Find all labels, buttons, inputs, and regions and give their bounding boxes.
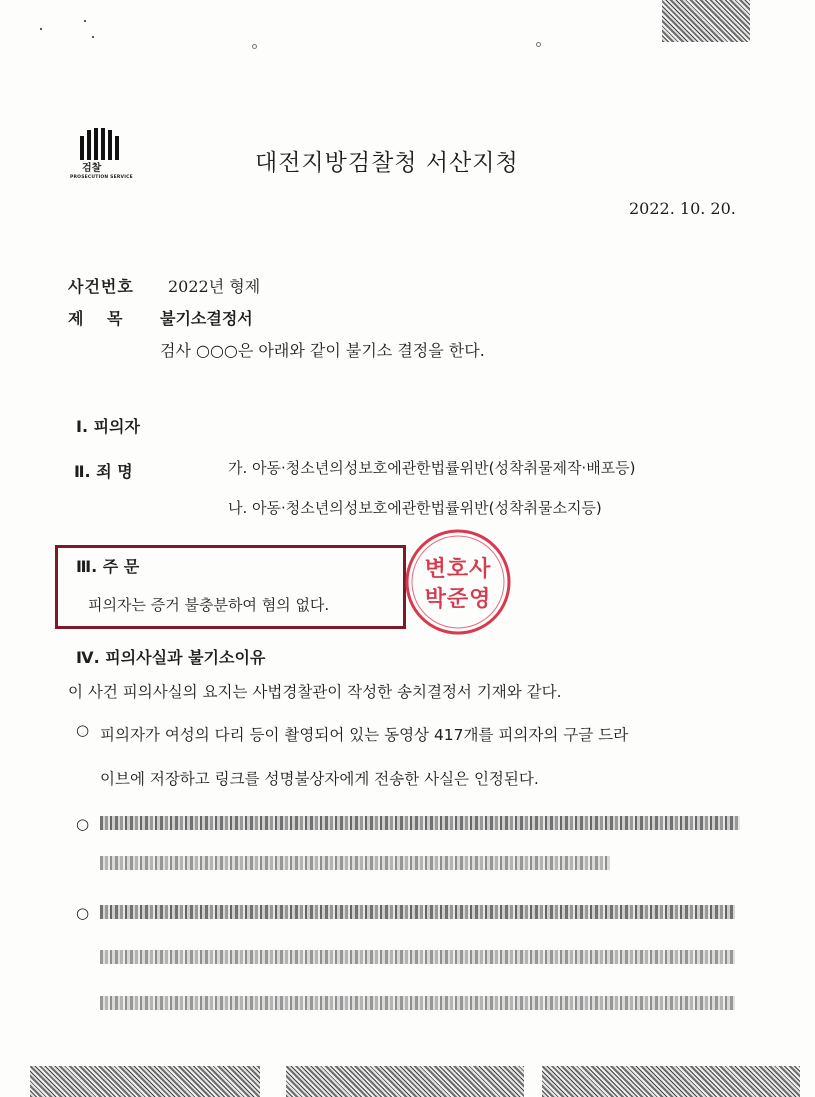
section-verdict-title: Ⅲ. 주 문 (76, 557, 140, 576)
redacted-line (100, 816, 740, 830)
redacted-line (100, 996, 735, 1010)
case-number-label: 사건번호 (68, 277, 134, 296)
charge-a: 가. 아동·청소년의성보호에관한법률위반(성착취물제작·배포등) (228, 459, 636, 477)
intro-statement: 검사 ○○○은 아래와 같이 불기소 결정을 한다. (160, 341, 485, 360)
scan-dot (252, 44, 257, 49)
section-suspect-title: Ⅰ. 피의자 (76, 417, 140, 436)
redaction-noise-bottom (286, 1066, 524, 1097)
logo-subtitle: PROSECUTION SERVICE (70, 175, 133, 180)
redaction-noise-bottom (30, 1066, 260, 1097)
bullet-3: ○ (76, 904, 90, 922)
redaction-noise-bottom (542, 1066, 800, 1097)
prosecution-logo (70, 128, 138, 194)
bullet-1: ○ (76, 721, 90, 739)
svg-text:변호사: 변호사 (424, 556, 492, 582)
redacted-line (100, 856, 610, 870)
lawyer-seal-icon (402, 526, 514, 638)
reason-paragraph-1: 이 사건 피의사실의 요지는 사법경찰관이 작성한 송치결정서 기재와 같다. (68, 683, 562, 701)
redaction-noise-top (662, 0, 750, 42)
scan-speck (84, 20, 86, 22)
verdict-text: 피의자는 증거 불충분하여 혐의 없다. (88, 596, 330, 614)
logo-bars-icon (80, 128, 138, 160)
agency-title: 대전지방검찰청 서산지청 (255, 150, 519, 176)
section-reasons-title: Ⅳ. 피의사실과 불기소이유 (76, 648, 266, 667)
scan-speck (92, 36, 94, 38)
reason-paragraph-2-line-1: 피의자가 여성의 다리 등이 촬영되어 있는 동영상 417개를 피의자의 구글 드라 (100, 726, 629, 744)
svg-text:박준영: 박준영 (424, 586, 492, 612)
scan-dot (536, 42, 541, 47)
bullet-2: ○ (76, 815, 90, 833)
reason-paragraph-2-line-2: 이브에 저장하고 링크를 성명불상자에게 전송한 사실은 인정된다. (100, 770, 539, 788)
case-number-value: 2022년 형제 (168, 277, 261, 296)
document-date: 2022. 10. 20. (629, 199, 736, 218)
subject-label: 제 목 (68, 309, 123, 328)
redacted-line (100, 950, 735, 964)
redacted-line (100, 905, 735, 919)
subject-value: 불기소결정서 (160, 309, 253, 328)
charge-b: 나. 아동·청소년의성보호에관한법률위반(성착취물소지등) (228, 499, 602, 517)
scan-speck (40, 28, 42, 30)
section-charges-title: Ⅱ. 죄 명 (74, 462, 133, 481)
logo-name: 검찰 (82, 163, 102, 174)
